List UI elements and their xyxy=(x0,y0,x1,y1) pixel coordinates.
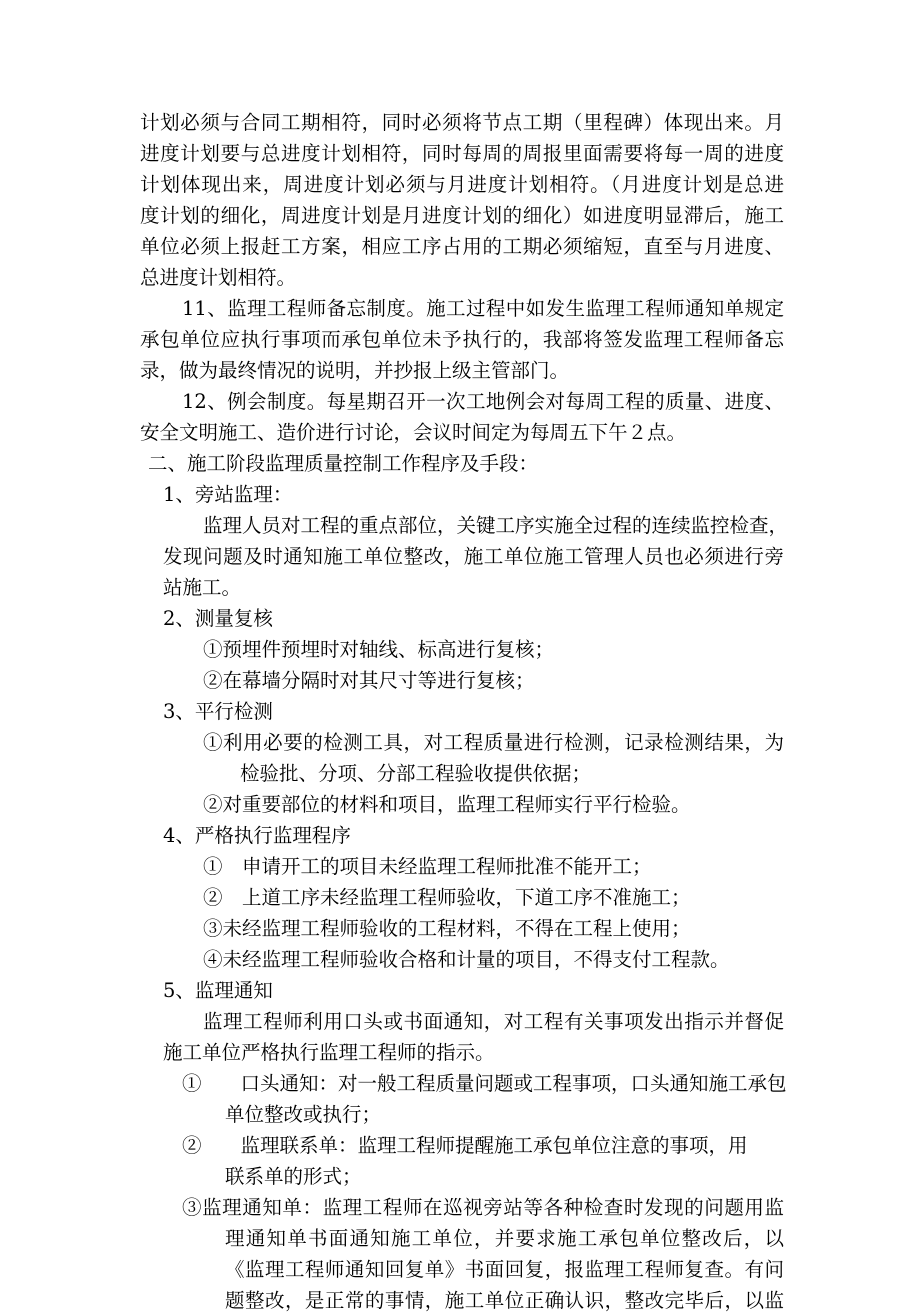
text-line: 总进度计划相符。 xyxy=(140,266,297,289)
list-item: ①预埋件预埋时对轴线、标高进行复核； xyxy=(203,638,555,661)
subsection-heading: 1、旁站监理： xyxy=(163,483,293,506)
text-line: 计划必须与合同工期相符，同时必须将节点工期（里程碑）体现出来。月 xyxy=(140,111,784,134)
text-line: 承包单位应执行事项而承包单位未予执行的，我部将签发监理工程师备忘 xyxy=(140,328,784,351)
list-item: ④未经监理工程师验收合格和计量的项目，不得支付工程款。 xyxy=(203,948,730,971)
section-heading: 二、施工阶段监理质量控制工作程序及手段： xyxy=(148,452,539,475)
subsection-heading: 3、平行检测 xyxy=(163,700,273,723)
text-line: 录，做为最终情况的说明，并抄报上级主管部门。 xyxy=(140,359,570,382)
text-line: 度计划的细化，周进度计划是月进度计划的细化）如进度明显滞后，施工 xyxy=(140,204,784,227)
list-item-continuation: 《监理工程师通知回复单》书面回复，报监理工程师复查。有问 xyxy=(225,1258,784,1281)
list-item: ②在幕墙分隔时对其尺寸等进行复核； xyxy=(203,669,535,692)
list-item: ① 申请开工的项目未经监理工程师批准不能开工； xyxy=(203,855,652,878)
text-line: 11、监理工程师备忘制度。施工过程中如发生监理工程师通知单规定 xyxy=(182,297,784,320)
subsection-heading: 4、严格执行监理程序 xyxy=(163,824,351,847)
text-line: 站施工。 xyxy=(163,576,242,599)
list-item-continuation: 理通知单书面通知施工单位，并要求施工承包单位整改后，以 xyxy=(225,1227,784,1250)
list-item: ①利用必要的检测工具，对工程质量进行检测，记录检测结果，为 xyxy=(203,731,784,754)
text-line: 单位必须上报赶工方案，相应工序占用的工期必须缩短，直至与月进度、 xyxy=(140,235,784,258)
text-line: 监理工程师利用口头或书面通知，对工程有关事项发出指示并督促 xyxy=(203,1010,784,1033)
list-item-continuation: 检验批、分项、分部工程验收提供依据； xyxy=(240,762,592,785)
text-line: 监理人员对工程的重点部位，关键工序实施全过程的连续监控检查， xyxy=(203,514,789,537)
text-line: 进度计划要与总进度计划相符，同时每周的周报里面需要将每一周的进度 xyxy=(140,142,784,165)
list-item: ② 上道工序未经监理工程师验收，下道工序不准施工； xyxy=(203,886,691,909)
text-line: 发现问题及时通知施工单位整改，施工单位施工管理人员也必须进行旁 xyxy=(163,545,784,568)
subsection-heading: 5、监理通知 xyxy=(163,979,273,1002)
list-item: ③未经监理工程师验收的工程材料，不得在工程上使用； xyxy=(203,917,691,940)
list-item-continuation: 题整改，是正常的事情，施工单位正确认识，整改完毕后，以监 xyxy=(225,1289,784,1312)
list-item: ② 监理联系单：监理工程师提醒施工承包单位注意的事项，用 xyxy=(182,1134,748,1157)
text-line: 施工单位严格执行监理工程师的指示。 xyxy=(163,1041,495,1064)
subsection-heading: 2、测量复核 xyxy=(163,607,273,630)
list-item: ③监理通知单：监理工程师在巡视旁站等各种检查时发现的问题用监 xyxy=(182,1196,784,1219)
list-item: ②对重要部位的材料和项目，监理工程师实行平行检验。 xyxy=(203,793,691,816)
text-line: 安全文明施工、造价进行讨论，会议时间定为每周五下午２点。 xyxy=(140,421,687,444)
text-line: 计划体现出来，周进度计划必须与月进度计划相符。（月进度计划是总进 xyxy=(140,173,784,196)
list-item-continuation: 单位整改或执行； xyxy=(225,1103,382,1126)
list-item: ① 口头通知：对一般工程质量问题或工程事项，口头通知施工承包 xyxy=(182,1072,787,1095)
list-item-continuation: 联系单的形式； xyxy=(225,1165,362,1188)
text-line: 12、例会制度。每星期召开一次工地例会对每周工程的质量、进度、 xyxy=(182,390,784,413)
